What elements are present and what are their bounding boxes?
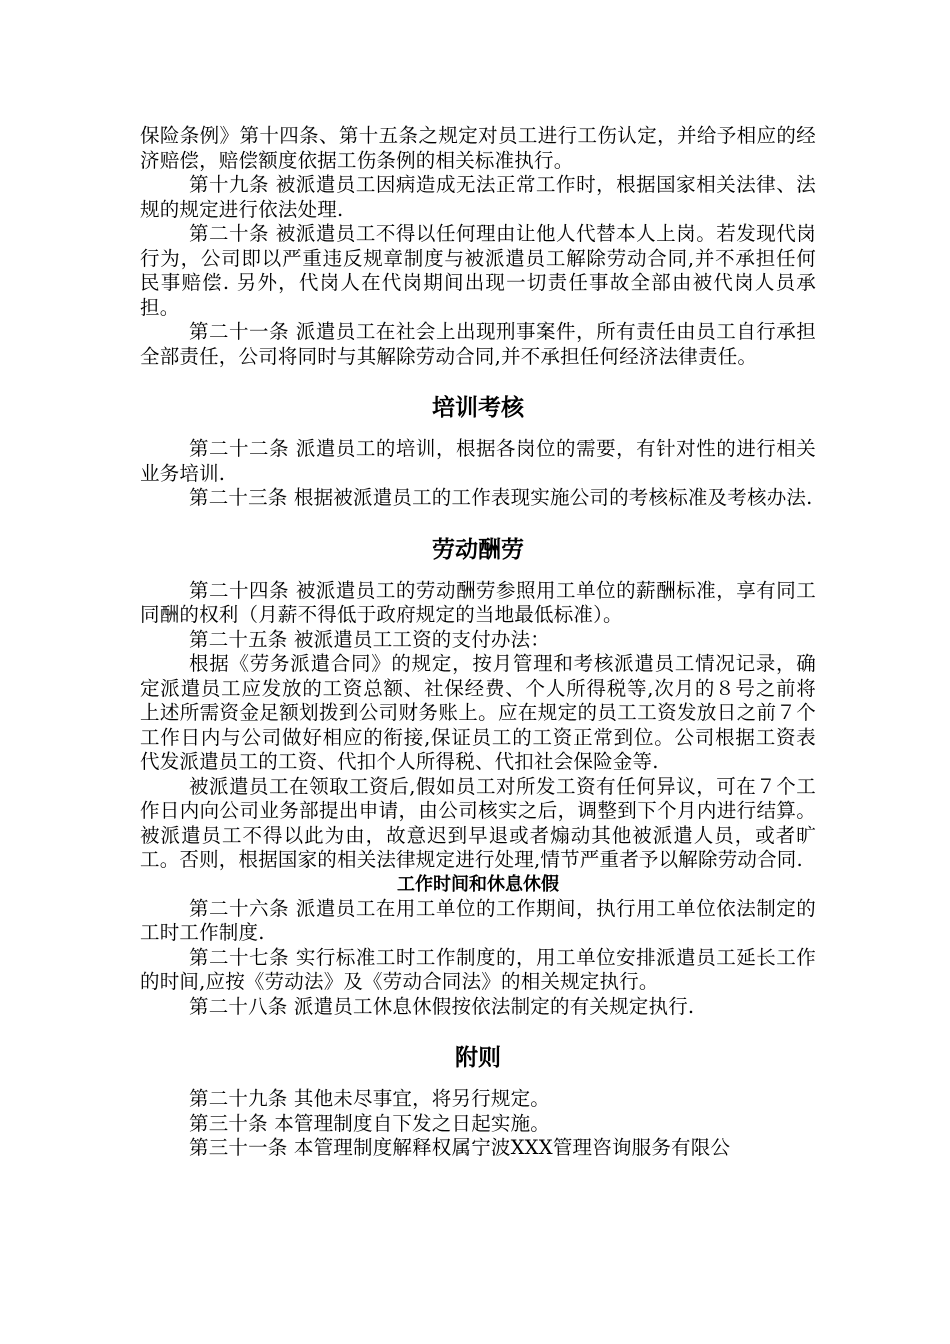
- article-21: 第二十一条 派遣员工在社会上出现刑事案件，所有责任由员工自行承担全部责任，公司将同时与其解除劳动合同,并不承担任何经济法律责任。: [140, 320, 816, 368]
- paragraph-continuation: 保险条例》第十四条、第十五条之规定对员工进行工伤认定，并给予相应的经济赔偿，赔偿额度依据工伤条例的相关标准执行。: [140, 124, 816, 172]
- article-25: 第二十五条 被派遣员工工资的支付办法：: [189, 627, 550, 651]
- article-20: 第二十条 被派遣员工不得以任何理由让他人代替本人上岗。若发现代岗行为，公司即以严重违反规章制度与被派遣员工解除劳动合同,并不承担任何民事赔偿. 另外，代岗人在代岗期间出现一切责任事故全部由被代岗人员承担。: [140, 222, 816, 319]
- article-29: 第二十九条 其他未尽事宜，将另行规定。: [189, 1087, 550, 1110]
- article-26: 第二十六条 派遣员工在用工单位的工作期间，执行用工单位依法制定的工时工作制度.: [140, 896, 816, 944]
- article-28: 第二十八条 派遣员工休息休假按依法制定的有关规定执行.: [189, 994, 695, 1018]
- heading-training: 培训考核: [432, 395, 524, 421]
- article-30: 第三十条 本管理制度自下发之日起实施。: [189, 1111, 550, 1135]
- article-31: 第三十一条 本管理制度解释权属宁波XXX管理咨询服务有限公: [189, 1136, 731, 1159]
- heading-worktime: 工作时间和休息休假: [397, 873, 559, 895]
- article-22: 第二十二条 派遣员工的培训，根据各岗位的需要，有针对性的进行相关业务培训.: [140, 437, 816, 485]
- article-19: 第十九条 被派遣员工因病造成无法正常工作时，根据国家相关法律、法规的规定进行依法处理.: [140, 173, 816, 221]
- article-24: 第二十四条 被派遣员工的劳动酬劳参照用工单位的薪酬标准，享有同工同酬的权利（月薪不得低于政府规定的当地最低标准）。: [140, 578, 816, 626]
- heading-appendix: 附则: [455, 1045, 501, 1071]
- article-27: 第二十七条 实行标准工时工作制度的，用工单位安排派遣员工延长工作的时间,应按《劳动法》及《劳动合同法》的相关规定执行。: [140, 945, 816, 993]
- paragraph-pay-objection: 被派遣员工在领取工资后,假如员工对所发工资有任何异议，可在７个工作日内向公司业务部提出申请，由公司核实之后，调整到下个月内进行结算。被派遣员工不得以此为由，故意迟到早退或者煽动其他被派遣人员，或者旷工。否则，根据国家的相关法律规定进行处理,情节严重者予以解除劳动合同.: [140, 774, 816, 871]
- document-body: [140, 124, 816, 1161]
- paragraph-pay-procedure: 根据《劳务派遣合同》的规定，按月管理和考核派遣员工情况记录，确定派遣员工应发放的工资总额、社保经费、个人所得税等,次月的８号之前将上述所需资金足额划拨到公司财务账上。应在规定的员工工资发放日之前７个工作日内与公司做好相应的衔接,保证员工的工资正常到位。公司根据工资表代发派遣员工的工资、代扣个人所得税、代扣社会保险金等.: [140, 652, 816, 773]
- heading-pay: 劳动酬劳: [432, 536, 524, 563]
- article-23: 第二十三条 根据被派遣员工的工作表现实施公司的考核标准及考核办法.: [189, 486, 813, 509]
